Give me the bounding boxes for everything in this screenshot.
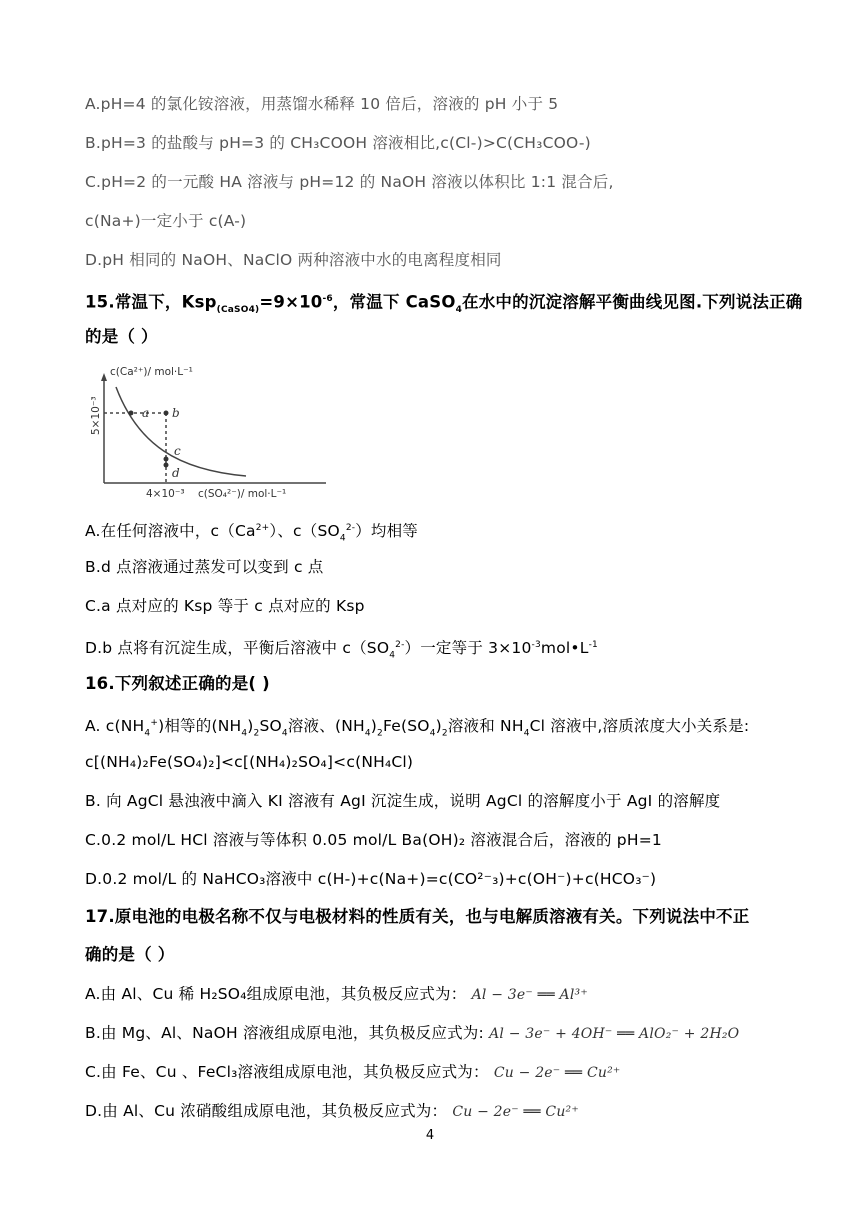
option-16c: C.0.2 mol/L HCl 溶液与等体积 0.05 mol/L Ba(OH)₂ 溶液混合后，溶液的 pH=1 <box>85 831 662 849</box>
question-15-cont: 的是（ ） <box>85 327 158 346</box>
line-14c-cont: c(Na+)一定小于 c(A-) <box>85 212 247 230</box>
x-axis-label: c(SO₄²⁻)/ mol·L⁻¹ <box>198 488 287 500</box>
point-a <box>129 411 134 416</box>
question-15: 15.常温下，$Ksp_{(CaSO4)}=9\times 10^{-6}$，常温下 CaSO$_4$在水中的沉淀溶解平衡曲线见图.下列说法正确 <box>85 292 803 315</box>
option-15b: B.d 点溶液通过蒸发可以变到 c 点 <box>85 558 324 576</box>
option-17a: A.由 Al、Cu 稀 H₂SO₄组成原电池，其负极反应式为： Al − 3e⁻ ══ Al³⁺ <box>85 985 588 1003</box>
point-b <box>164 411 169 416</box>
option-17b: B.由 Mg、Al、NaOH 溶液组成原电池，其负极反应式为: Al − 3e⁻ + 4OH⁻ ══ AlO₂⁻ + 2H₂O <box>85 1024 740 1042</box>
point-c <box>164 457 169 462</box>
label-b: b <box>172 406 180 420</box>
option-15d: D.b 点将有沉淀生成，平衡后溶液中 $c(SO_4^{2-})$一定等于 $3\times 10^{-3}mol•L^{-1}$ <box>85 639 598 661</box>
question-17: 17.原电池的电极名称不仅与电极材料的性质有关，也与电解质溶液有关。下列说法中不正 <box>85 907 750 926</box>
formula-17a: Al − 3e⁻ ══ Al³⁺ <box>471 987 588 1003</box>
question-16: 16.下列叙述正确的是( ) <box>85 674 270 693</box>
question-17-cont: 确的是（ ） <box>85 945 175 964</box>
label-d: d <box>172 466 180 480</box>
y-tick-label: 5×10⁻³ <box>90 396 102 435</box>
y-axis-label: c(Ca²⁺)/ mol·L⁻¹ <box>110 366 193 378</box>
option-16a-cont: c[(NH₄)₂Fe(SO₄)₂]<c[(NH₄)₂SO₄]<c(NH₄Cl) <box>85 753 414 771</box>
point-d <box>164 463 169 468</box>
label-a: a <box>142 406 150 420</box>
line-14a: A.pH=4 的氯化铵溶液，用蒸馏水稀释 10 倍后，溶液的 pH 小于 5 <box>85 95 559 113</box>
option-15a: A.在任何溶液中，$c(Ca^{2+})$、$c(SO_4^{2-})$均相等 <box>85 522 419 544</box>
option-15c: C.a 点对应的 Ksp 等于 c 点对应的 Ksp <box>85 597 365 615</box>
option-17d: D.由 Al、Cu 浓硝酸组成原电池，其负极反应式为： Cu − 2e⁻ ══ Cu²⁺ <box>85 1102 579 1120</box>
option-17c: C.由 Fe、Cu 、FeCl₃溶液组成原电池，其负极反应式为： Cu − 2e⁻ ══ Cu²⁺ <box>85 1063 621 1081</box>
x-tick-label: 4×10⁻³ <box>146 488 185 500</box>
equilibrium-curve <box>116 387 246 476</box>
option-16a: A. $c(NH_4^+)$相等的$(NH_4)_2SO_4$溶液、$(NH_4)_2Fe(SO_4)_2$溶液和 $NH_4Cl$ 溶液中,溶质浓度大小关系是: <box>85 717 750 739</box>
solubility-curve-graph <box>88 365 333 500</box>
line-14b: B.pH=3 的盐酸与 pH=3 的 CH₃COOH 溶液相比,c(Cl-)>C(CH₃COO-) <box>85 134 591 152</box>
line-14c: C.pH=2 的一元酸 HA 溶液与 pH=12 的 NaOH 溶液以体积比 1:1 混合后, <box>85 173 614 191</box>
option-16d: D.0.2 mol/L 的 NaHCO₃溶液中 c(H-)+c(Na+)=c(CO²⁻₃)+c(OH⁻)+c(HCO₃⁻) <box>85 870 657 888</box>
y-arrow <box>101 373 107 381</box>
formula-17c: Cu − 2e⁻ ══ Cu²⁺ <box>493 1065 621 1081</box>
formula-17d: Cu − 2e⁻ ══ Cu²⁺ <box>452 1104 579 1120</box>
option-16b: B. 向 AgCl 悬浊液中滴入 KI 溶液有 AgI 沉淀生成，说明 AgCl 的溶解度小于 AgI 的溶解度 <box>85 792 721 810</box>
line-14d: D.pH 相同的 NaOH、NaClO 两种溶液中水的电离程度相同 <box>85 251 502 269</box>
page-number: 4 <box>425 1128 435 1143</box>
formula-17b: Al − 3e⁻ + 4OH⁻ ══ AlO₂⁻ + 2H₂O <box>489 1026 740 1042</box>
label-c: c <box>174 444 181 458</box>
